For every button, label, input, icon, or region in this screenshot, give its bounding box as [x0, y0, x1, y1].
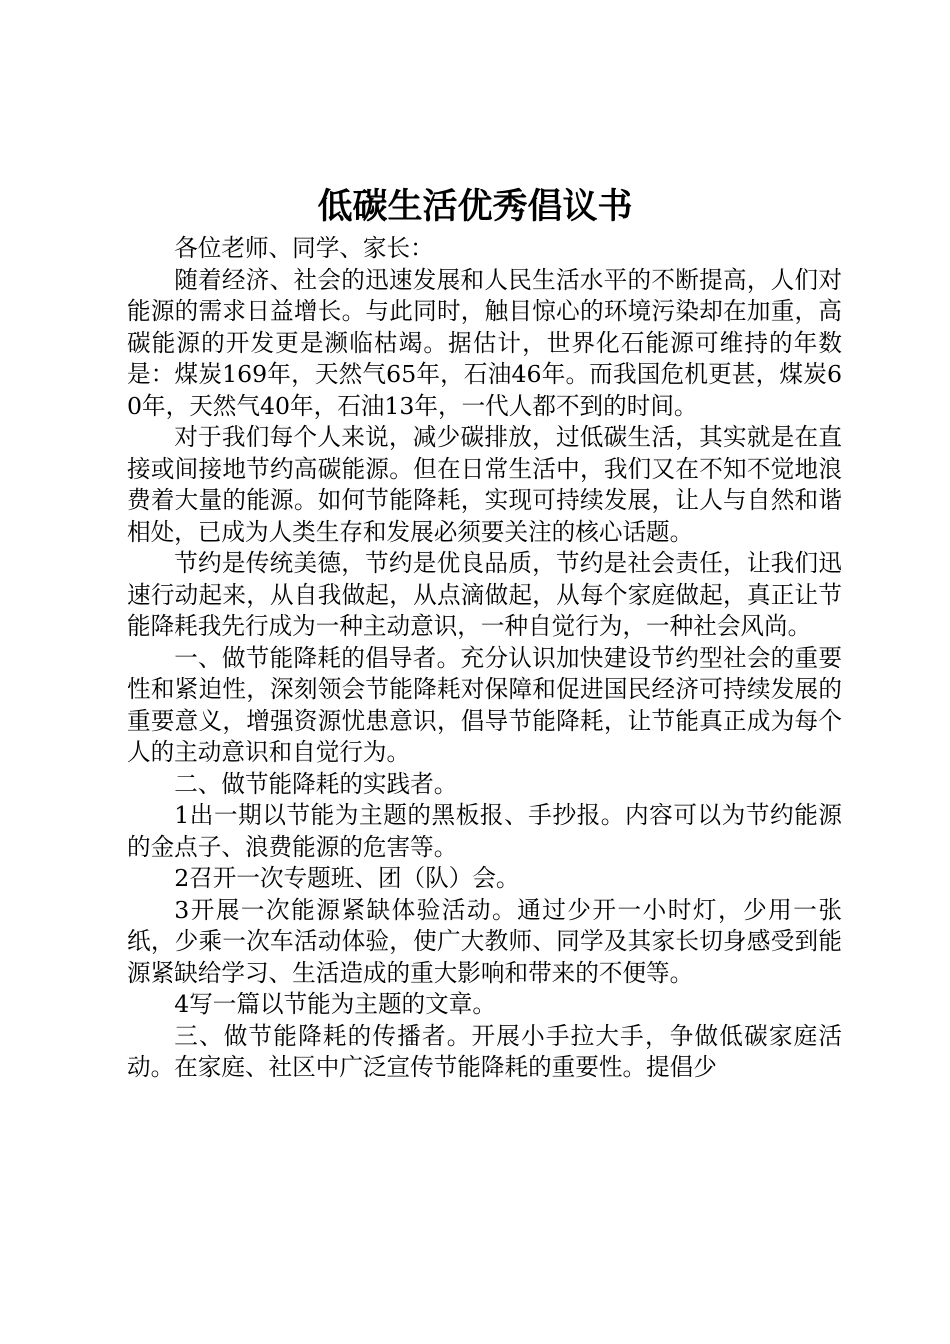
paragraph-energy-crisis: 随着经济、社会的迅速发展和人民生活水平的不断提高，人们对能源的需求日益增长。与此同时，触目惊心的环境污染却在加重，高碳能源的开发更是濒临枯竭。据估计，世界化石能源可维持的年数是：煤炭169年，天然气65年，石油46年。而我国危机更甚，煤炭60年，天然气40年，石油13年，一代人都不到的时间。: [127, 265, 842, 420]
paragraph-advocate: 一、做节能降耗的倡导者。充分认识加快建设节约型社会的重要性和紧迫性，深刻领会节能降耗对保障和促进国民经济可持续发展的重要意义，增强资源忧患意识，倡导节能降耗，让节能真正成为每个人的主动意识和自觉行为。: [127, 643, 842, 766]
paragraph-call-to-action: 节约是传统美德，节约是优良品质，节约是社会责任，让我们迅速行动起来，从自我做起，从点滴做起，从每个家庭做起，真正让节能降耗我先行成为一种主动意识，一种自觉行为，一种社会风尚。: [127, 549, 842, 640]
paragraph-low-carbon-meaning: 对于我们每个人来说，减少碳排放，过低碳生活，其实就是在直接或间接地节约高碳能源。但在日常生活中，我们又在不知不觉地浪费着大量的能源。如何节能降耗，实现可持续发展，让人与自然和谐相处，已成为人类生存和发展必须要关注的核心话题。: [127, 423, 842, 546]
paragraph-practitioner: 二、做节能降耗的实践者。: [174, 769, 458, 798]
list-item-3: 3开展一次能源紧缺体验活动。通过少开一小时灯，少用一张纸，少乘一次车活动体验，使广大教师、同学及其家长切身感受到能源紧缺给学习、生活造成的重大影响和带来的不便等。: [127, 895, 842, 987]
salutation: 各位老师、同学、家长：: [174, 234, 434, 262]
document-title: 低碳生活优秀倡议书: [317, 186, 633, 227]
paragraph-promoter: 三、做节能降耗的传播者。开展小手拉大手，争做低碳家庭活动。在家庭、社区中广泛宣传节能降耗的重要性。提倡少: [127, 1021, 842, 1081]
list-item-1: 1出一期以节能为主题的黑板报、手抄报。内容可以为节约能源的金点子、浪费能源的危害等。: [127, 801, 842, 861]
list-item-4: 4写一篇以节能为主题的文章。: [174, 990, 496, 1018]
document-body: [127, 233, 842, 1084]
list-item-2: 2召开一次专题班、团（队）会。: [174, 864, 520, 892]
